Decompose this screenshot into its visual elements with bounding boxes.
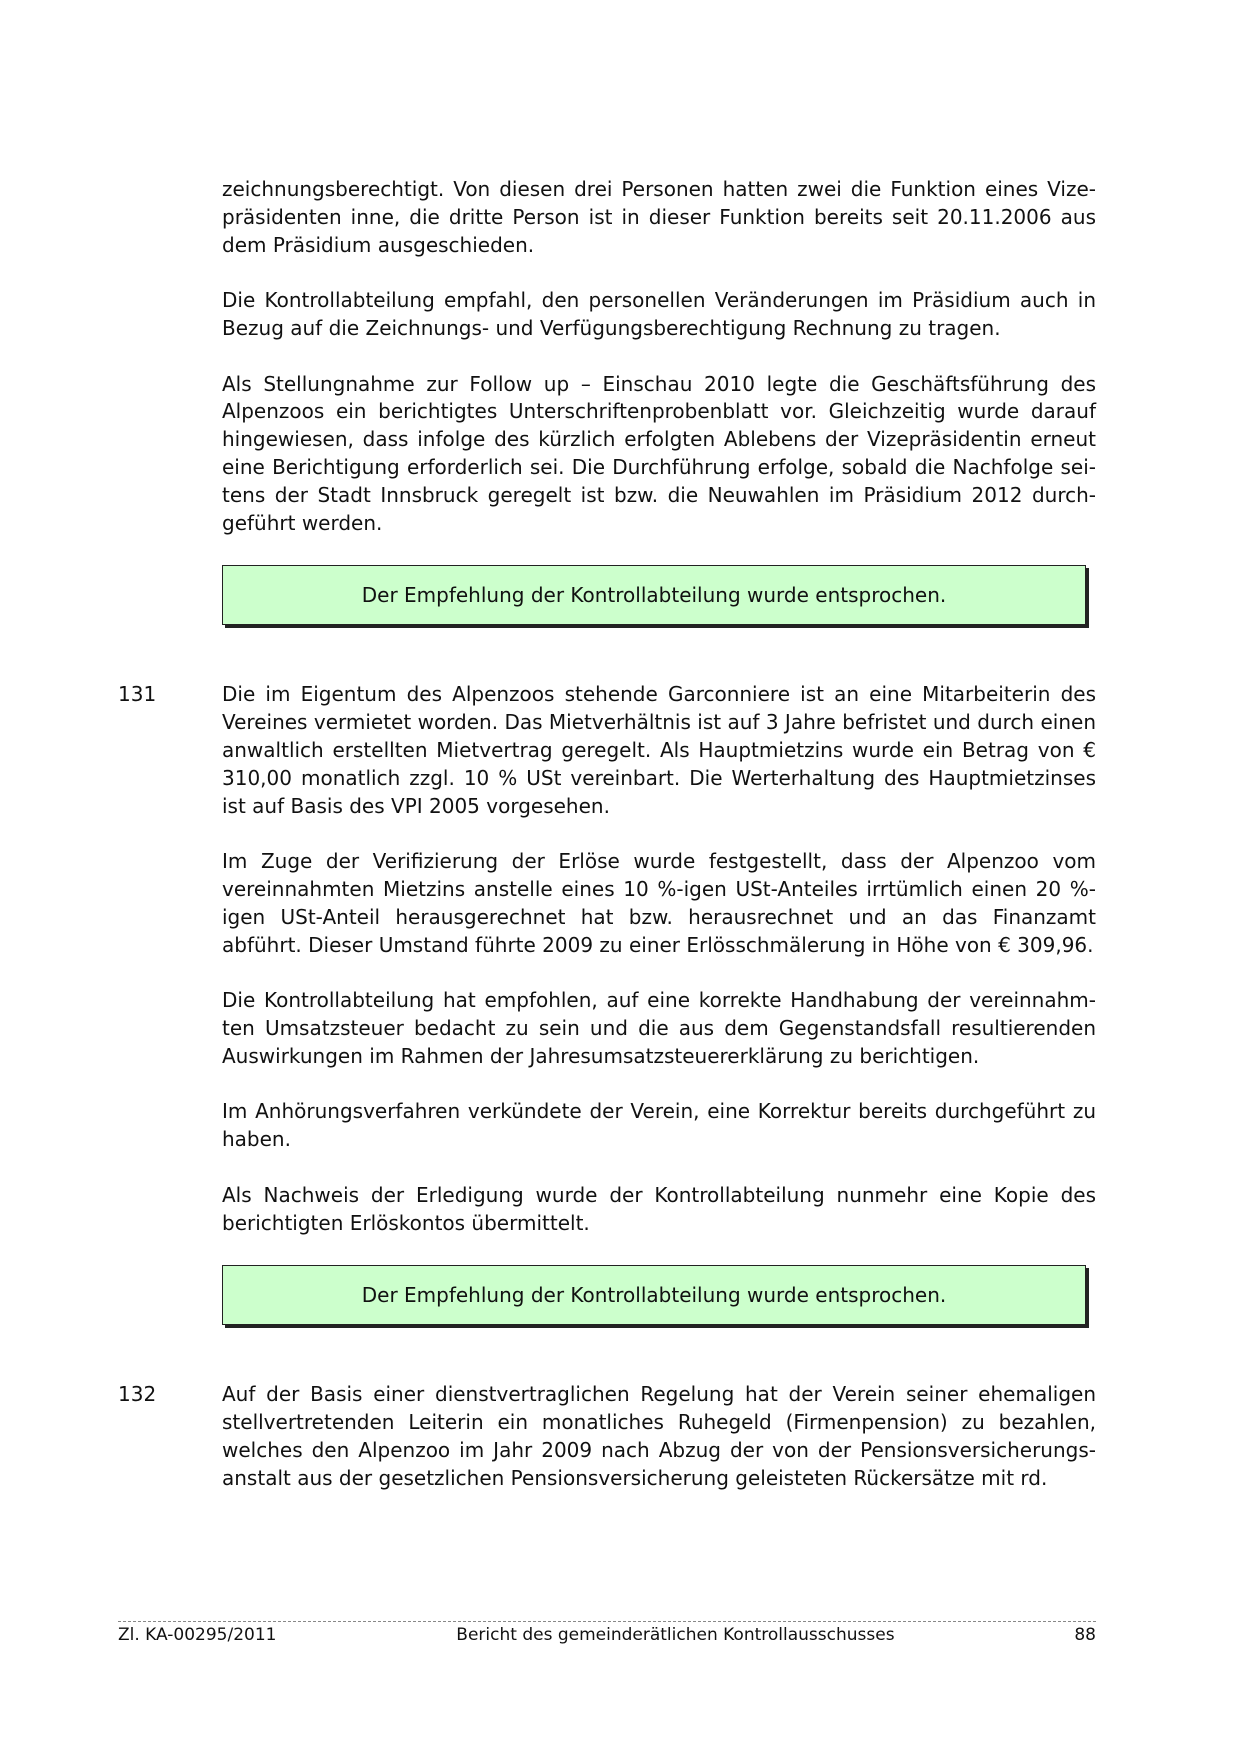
paragraph: Im Anhörungsverfahren verkündete der Verein, eine Korrektur bereits durchgeführt zu haben. [222,1099,1096,1152]
paragraph: Die Kontrollabteilung empfahl, den personellen Veränderungen im Präsidium auch in Bezug auf die Zeichnungs- und Verfügungsberechtigung Rechnung zu tragen. [222,288,1096,340]
paragraph: Im Zuge der Verifizierung der Erlöse wurde festgestellt, dass der Alpenzoo vom vereinnahmten Mietzins anstelle eines 10 %-igen USt-Anteiles irrtümlich einen 20 %-igen USt-Anteil herausgerechnet hat bzw. herausrechnet und an das Finanzamt abführt. Dieser Umstand führte 2009 zu einer Erlösschmälerung in Höhe von € 309,96. [222,849,1096,957]
result-text: Der Empfehlung der Kontrollabteilung wurde entsprochen. [361,583,947,608]
section-intro [222,176,1096,625]
page-content [118,176,1096,1520]
section-number: 131 [118,682,157,707]
footer-title: Bericht des gemeinderätlichen Kontrollausschusses [456,1625,895,1645]
section-132 [118,1381,1096,1492]
section-number: 132 [118,1382,157,1407]
page-footer [118,1621,1096,1646]
paragraph: Als Nachweis der Erledigung wurde der Kontrollabteilung nunmehr eine Kopie des berichtigten Erlöskontos übermittelt. [222,1182,1096,1235]
section-131 [118,681,1096,1325]
paragraph: Die Kontrollabteilung hat empfohlen, auf eine korrekte Handhabung der vereinnahmten Umsatzsteuer bedacht zu sein und die aus dem Gegenstandsfall resultierenden Auswirkungen im Rahmen der Jahresumsatzsteuererklärung zu berichtigen. [222,988,1096,1068]
result-box [222,1265,1086,1325]
result-box [222,565,1086,625]
result-text: Der Empfehlung der Kontrollabteilung wurde entsprochen. [361,1283,947,1308]
paragraph: Die im Eigentum des Alpenzoos stehende Garconniere ist an eine Mitarbeiterin des Vereines vermietet worden. Das Mietverhältnis ist auf 3 Jahre befristet und durch einen anwaltlich erstellten Mietvertrag geregelt. Als Hauptmietzins wurde ein Betrag von € 310,00 monatlich zzgl. 10 % USt vereinbart. Die Werterhaltung des Hauptmietzinses ist auf Basis des VPI 2005 vorgesehen. [222,682,1096,818]
page-number: 88 [1074,1625,1096,1645]
paragraph: Als Stellungnahme zur Follow up – Einschau 2010 legte die Geschäftsführung des Alpenzoos ein berichtigtes Unterschriftenprobenblatt vor. Gleichzeitig wurde darauf hingewiesen, dass infolge des kürzlich erfolgten Ablebens der Vizepräsidentin erneut eine Berichtigung erforderlich sei. Die Durchführung erfolge, sobald die Nachfolge seitens der Stadt Innsbruck geregelt ist bzw. die Neuwahlen im Präsidium 2012 durchgeführt werden. [222,371,1096,535]
footer-reference: Zl. KA-00295/2011 [118,1625,277,1645]
paragraph: Auf der Basis einer dienstvertraglichen Regelung hat der Verein seiner ehemaligen stellvertretenden Leiterin ein monatliches Ruhegeld (Firmenpension) zu bezahlen, welches den Alpenzoo im Jahr 2009 nach Abzug der von der Pensionsversicherungsanstalt aus der gesetzlichen Pensionsversicherung geleisteten Rückersätze mit rd. [222,1382,1096,1490]
paragraph: zeichnungsberechtigt. Von diesen drei Personen hatten zwei die Funktion eines Vizepräsidenten inne, die dritte Person ist in dieser Funktion bereits seit 20.11.2006 aus dem Präsidium ausgeschieden. [222,177,1096,257]
